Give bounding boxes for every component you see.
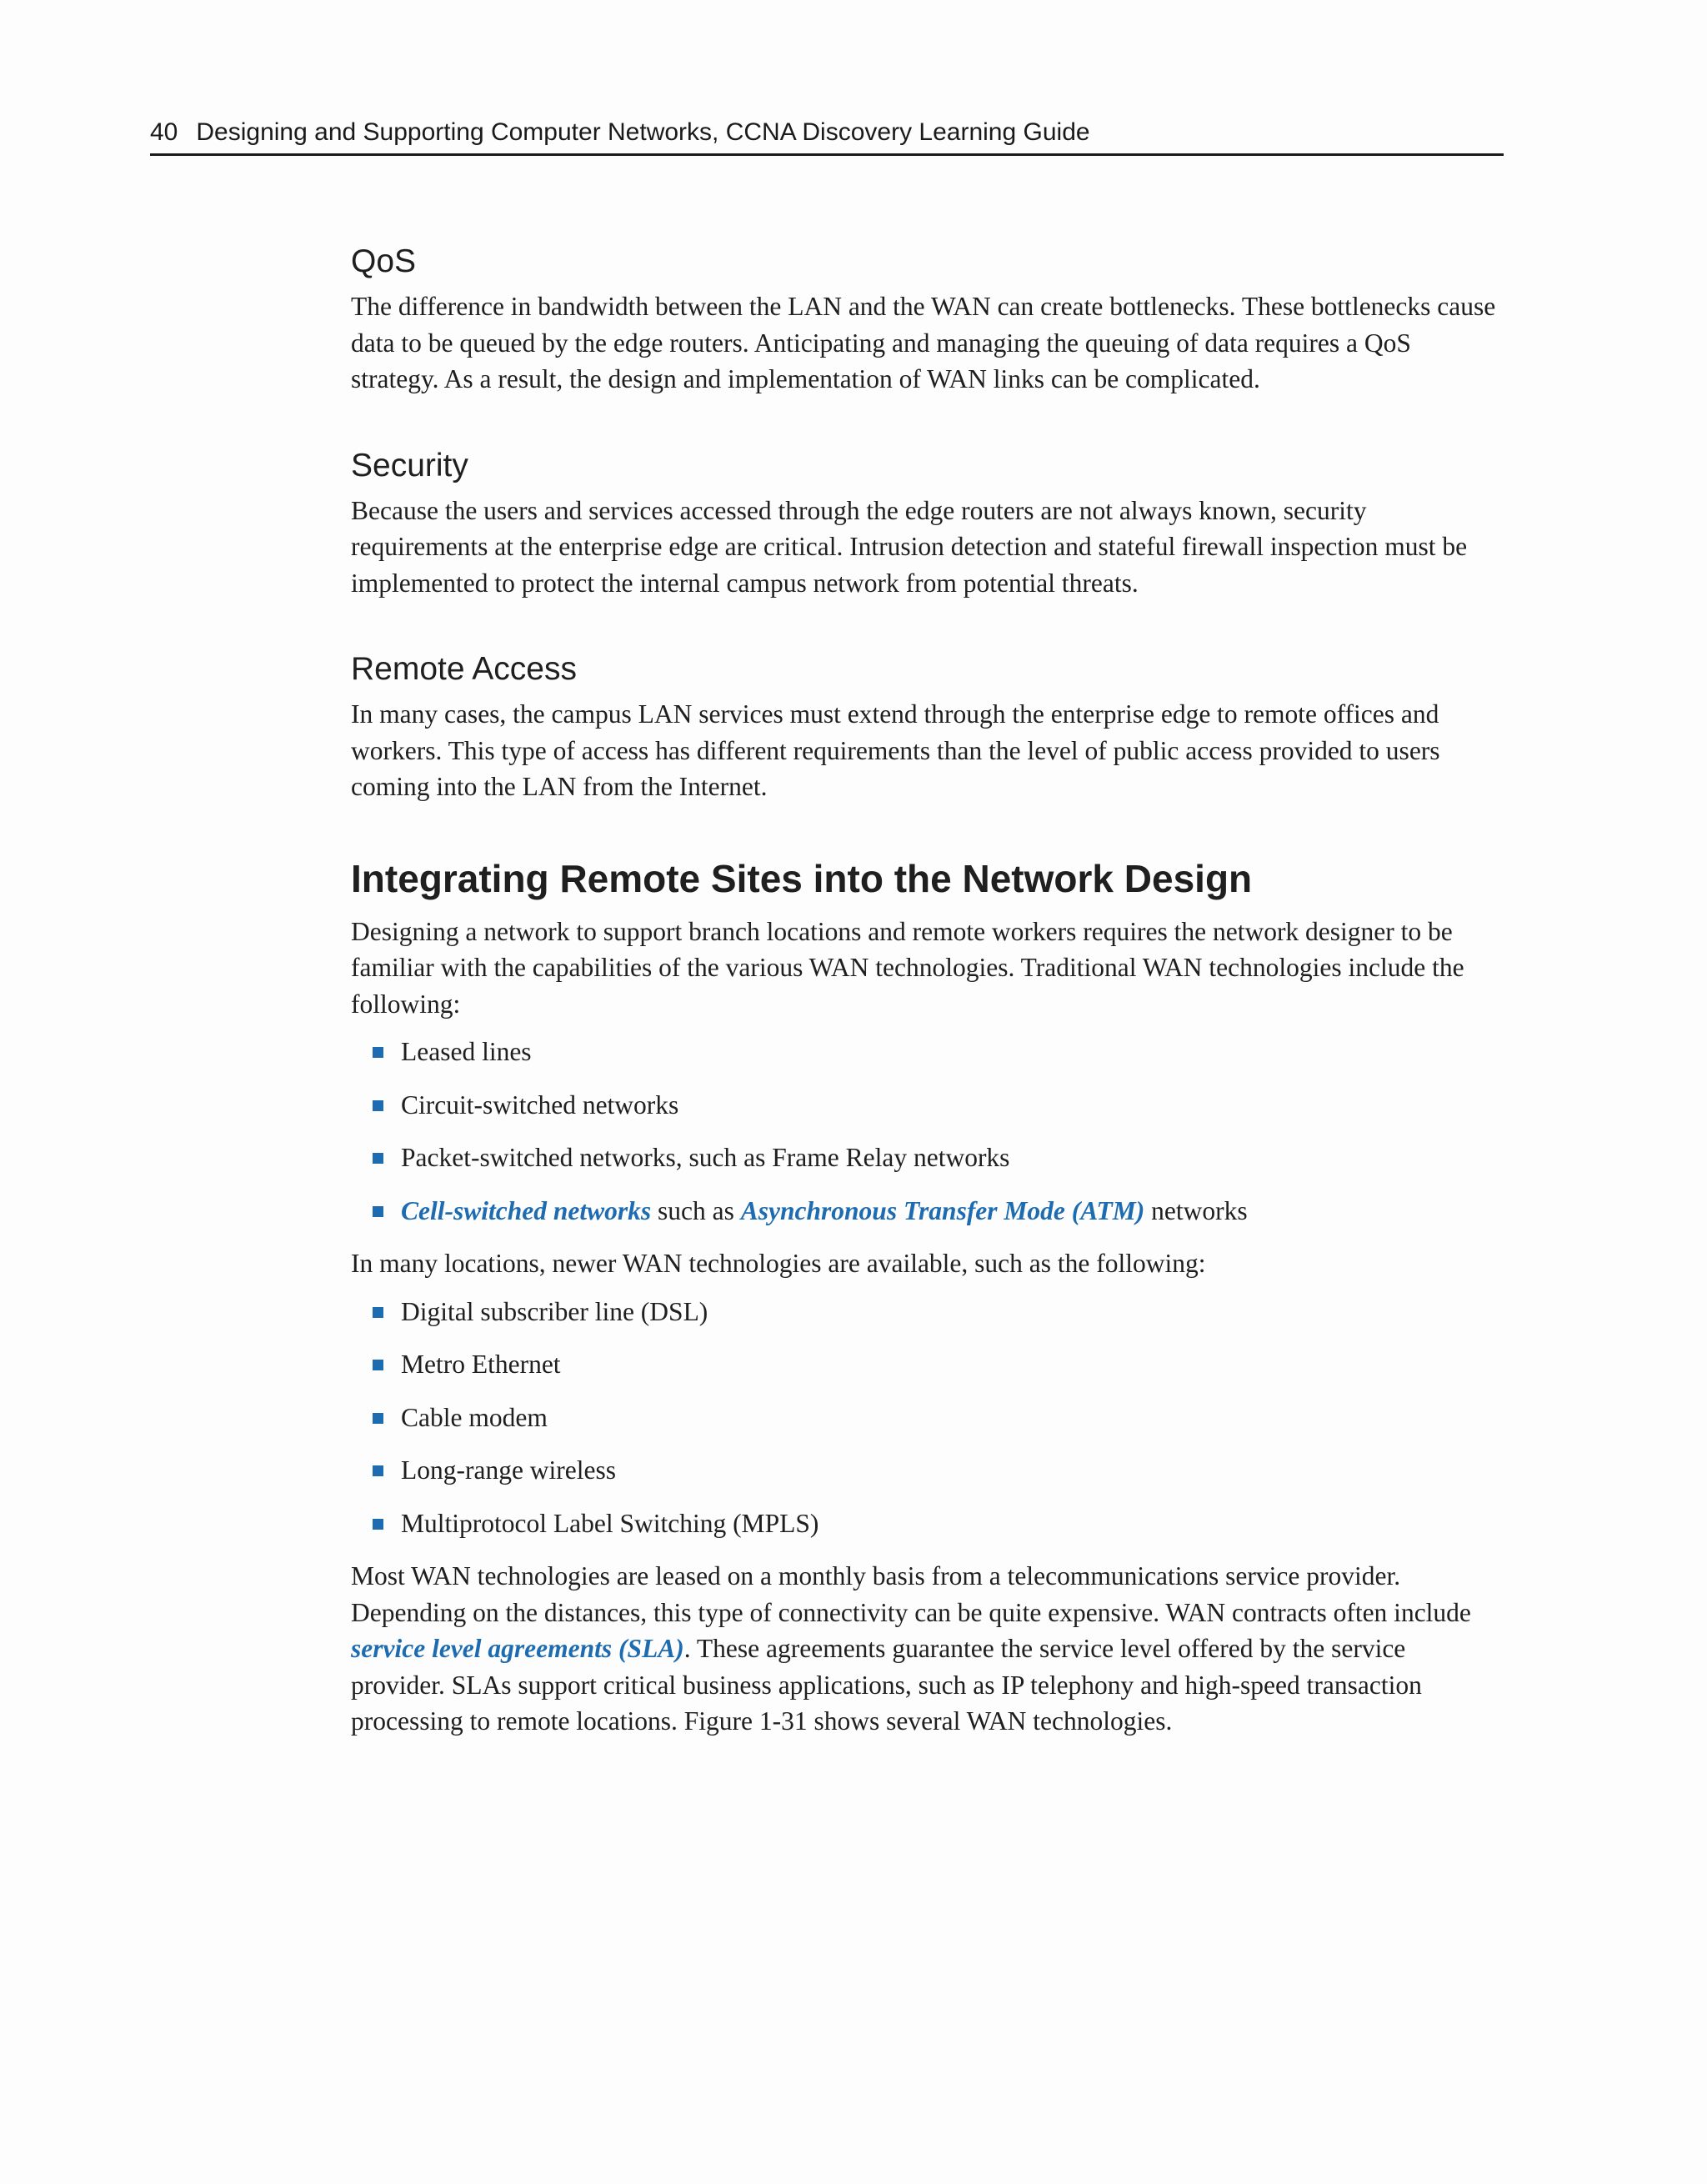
bullet-square-icon xyxy=(373,1465,383,1476)
traditional-wan-list xyxy=(351,1034,1505,1229)
list-item xyxy=(351,1294,1505,1330)
paragraph-text: Most WAN technologies are leased on a monthly basis from a telecommunications service provider. Depending on the distances, this type of connectivity can be quite expensive. WAN contracts often include xyxy=(351,1561,1471,1627)
bullet-square-icon xyxy=(373,1100,383,1111)
paragraph-wan-leasing xyxy=(351,1558,1505,1740)
list-item xyxy=(351,1193,1505,1230)
newer-wan-list xyxy=(351,1294,1505,1542)
list-item xyxy=(351,1034,1505,1070)
paragraph-qos: The difference in bandwidth between the LAN and the WAN can create bottlenecks. These bottlenecks cause data to be queued by the edge routers. Anticipating and managing the queuing of data requires a QoS strategy. As a result, the design and implementation of WAN links can be complicated. xyxy=(351,292,1496,393)
list-item-text: Cable modem xyxy=(401,1402,548,1432)
list-item-text: such as xyxy=(651,1195,741,1225)
paragraph-text: . These agreements guarantee the service level offered by the service provider. SLAs support critical business applications, such as IP telephony and high-speed transaction processing to remote locations. Figure 1-31 shows several WAN technologies. xyxy=(351,1634,1422,1736)
bullet-square-icon xyxy=(373,1413,383,1424)
list-item-text: Multiprotocol Label Switching (MPLS) xyxy=(401,1508,819,1538)
page-body xyxy=(351,242,1505,1788)
list-item-text: Packet-switched networks, such as Frame Relay networks xyxy=(401,1143,1010,1172)
section-security xyxy=(351,446,1505,602)
paragraph-wan-intro: Designing a network to support branch locations and remote workers requires the network designer to be familiar with the capabilities of the various WAN technologies. Traditional WAN technologies include the following: xyxy=(351,916,1464,1019)
heading-remote-access: Remote Access xyxy=(351,651,577,687)
list-item-text: Long-range wireless xyxy=(401,1455,617,1485)
heading-integrating-remote-sites: Integrating Remote Sites into the Network Design xyxy=(351,856,1253,900)
heading-security: Security xyxy=(351,447,468,483)
list-item xyxy=(351,1505,1505,1542)
bullet-square-icon xyxy=(373,1519,383,1530)
key-term-sla[interactable]: service level agreements (SLA) xyxy=(351,1634,684,1663)
paragraph-remote-access: In many cases, the campus LAN services must extend through the enterprise edge to remote offices and workers. This type of access has different requirements than the level of public access provided to users coming into the LAN from the Internet. xyxy=(351,699,1440,801)
list-item-text: Digital subscriber line (DSL) xyxy=(401,1296,708,1326)
heading-qos: QoS xyxy=(351,243,417,279)
list-item-text: Circuit-switched networks xyxy=(401,1089,679,1120)
paragraph-security: Because the users and services accessed through the edge routers are not always known, security requirements at the enterprise edge are critical. Intrusion detection and stateful firewall inspection must be implemented to protect the internal campus network from potential threats. xyxy=(351,495,1468,598)
section-integrating-remote-sites xyxy=(351,855,1505,1740)
page-number: 40 xyxy=(150,118,178,146)
list-item xyxy=(351,1452,1505,1489)
bullet-square-icon xyxy=(373,1206,383,1217)
key-term-atm[interactable]: Asynchronous Transfer Mode (ATM) xyxy=(740,1195,1145,1225)
list-item xyxy=(351,1140,1505,1176)
list-item-text: Metro Ethernet xyxy=(401,1350,561,1379)
list-item xyxy=(351,1346,1505,1383)
book-title: Designing and Supporting Computer Networks, CCNA Discovery Learning Guide xyxy=(196,118,1090,146)
list-item xyxy=(351,1087,1505,1124)
section-remote-access xyxy=(351,649,1505,805)
bullet-square-icon xyxy=(373,1153,383,1164)
paragraph-newer-intro: In many locations, newer WAN technologies are available, such as the following: xyxy=(351,1249,1206,1278)
list-item-text: networks xyxy=(1144,1195,1248,1225)
list-item xyxy=(351,1400,1505,1436)
key-term-cell-switched[interactable]: Cell-switched networks xyxy=(401,1195,652,1225)
bullet-square-icon xyxy=(373,1047,383,1058)
running-header xyxy=(150,112,1504,156)
list-item-text: Leased lines xyxy=(401,1037,532,1066)
bullet-square-icon xyxy=(373,1360,383,1370)
section-qos xyxy=(351,242,1505,398)
bullet-square-icon xyxy=(373,1307,383,1318)
